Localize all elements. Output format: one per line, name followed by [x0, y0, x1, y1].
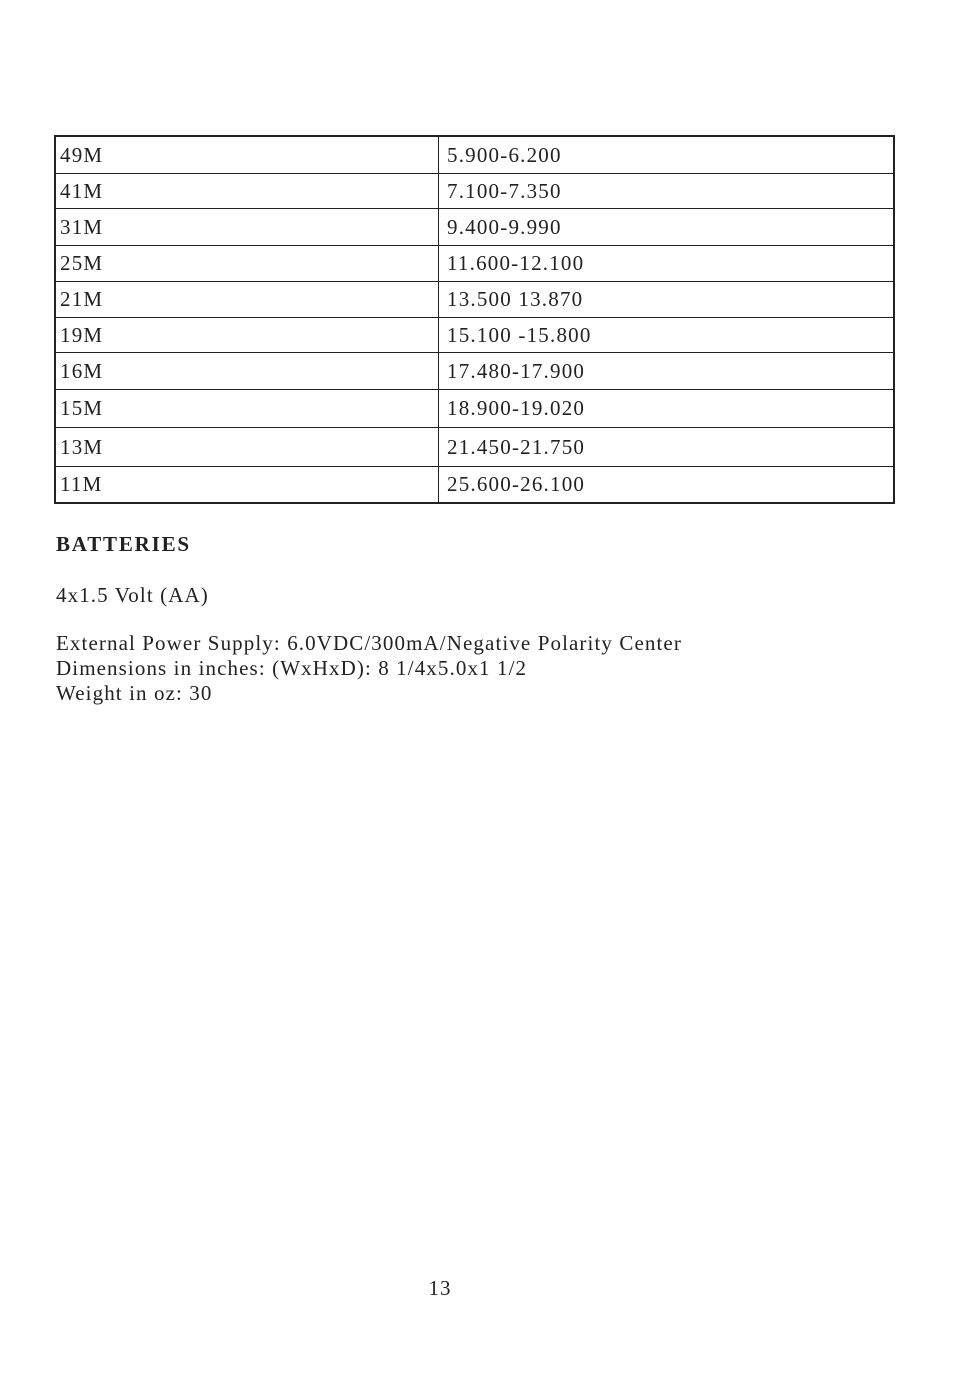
- band-cell: 31M: [55, 209, 439, 246]
- power-supply-spec: External Power Supply: 6.0VDC/300mA/Negative Polarity Center: [56, 631, 682, 655]
- table-row: [55, 209, 894, 246]
- band-cell: 15M: [55, 390, 439, 428]
- table-row: [55, 353, 894, 390]
- frequency-cell: 21.450-21.750: [439, 428, 895, 467]
- band-cell: 21M: [55, 282, 439, 318]
- batteries-heading: BATTERIES: [56, 532, 191, 556]
- table-row: [55, 390, 894, 428]
- frequency-cell: 25.600-26.100: [439, 467, 895, 504]
- frequency-cell: 13.500 13.870: [439, 282, 895, 318]
- band-cell: 19M: [55, 318, 439, 353]
- table-row: [55, 428, 894, 467]
- band-cell: 16M: [55, 353, 439, 390]
- dimensions-spec: Dimensions in inches: (WxHxD): 8 1/4x5.0x1 1/2: [56, 656, 528, 680]
- band-cell: 13M: [55, 428, 439, 467]
- table-row: [55, 246, 894, 282]
- frequency-cell: 5.900-6.200: [439, 136, 895, 174]
- page-number: 13: [428, 1276, 452, 1300]
- battery-spec: 4x1.5 Volt (AA): [56, 583, 209, 607]
- frequency-cell: 18.900-19.020: [439, 390, 895, 428]
- table-row: [55, 467, 894, 504]
- frequency-cell: 15.100 -15.800: [439, 318, 895, 353]
- table-row: [55, 282, 894, 318]
- frequency-cell: 11.600-12.100: [439, 246, 895, 282]
- table-row: [55, 136, 894, 174]
- band-frequency-table: [54, 135, 895, 504]
- table-row: [55, 318, 894, 353]
- frequency-cell: 17.480-17.900: [439, 353, 895, 390]
- band-cell: 41M: [55, 174, 439, 209]
- table-row: [55, 174, 894, 209]
- band-cell: 25M: [55, 246, 439, 282]
- weight-spec: Weight in oz: 30: [56, 681, 213, 705]
- band-cell: 49M: [55, 136, 439, 174]
- band-cell: 11M: [55, 467, 439, 504]
- frequency-cell: 9.400-9.990: [439, 209, 895, 246]
- frequency-cell: 7.100-7.350: [439, 174, 895, 209]
